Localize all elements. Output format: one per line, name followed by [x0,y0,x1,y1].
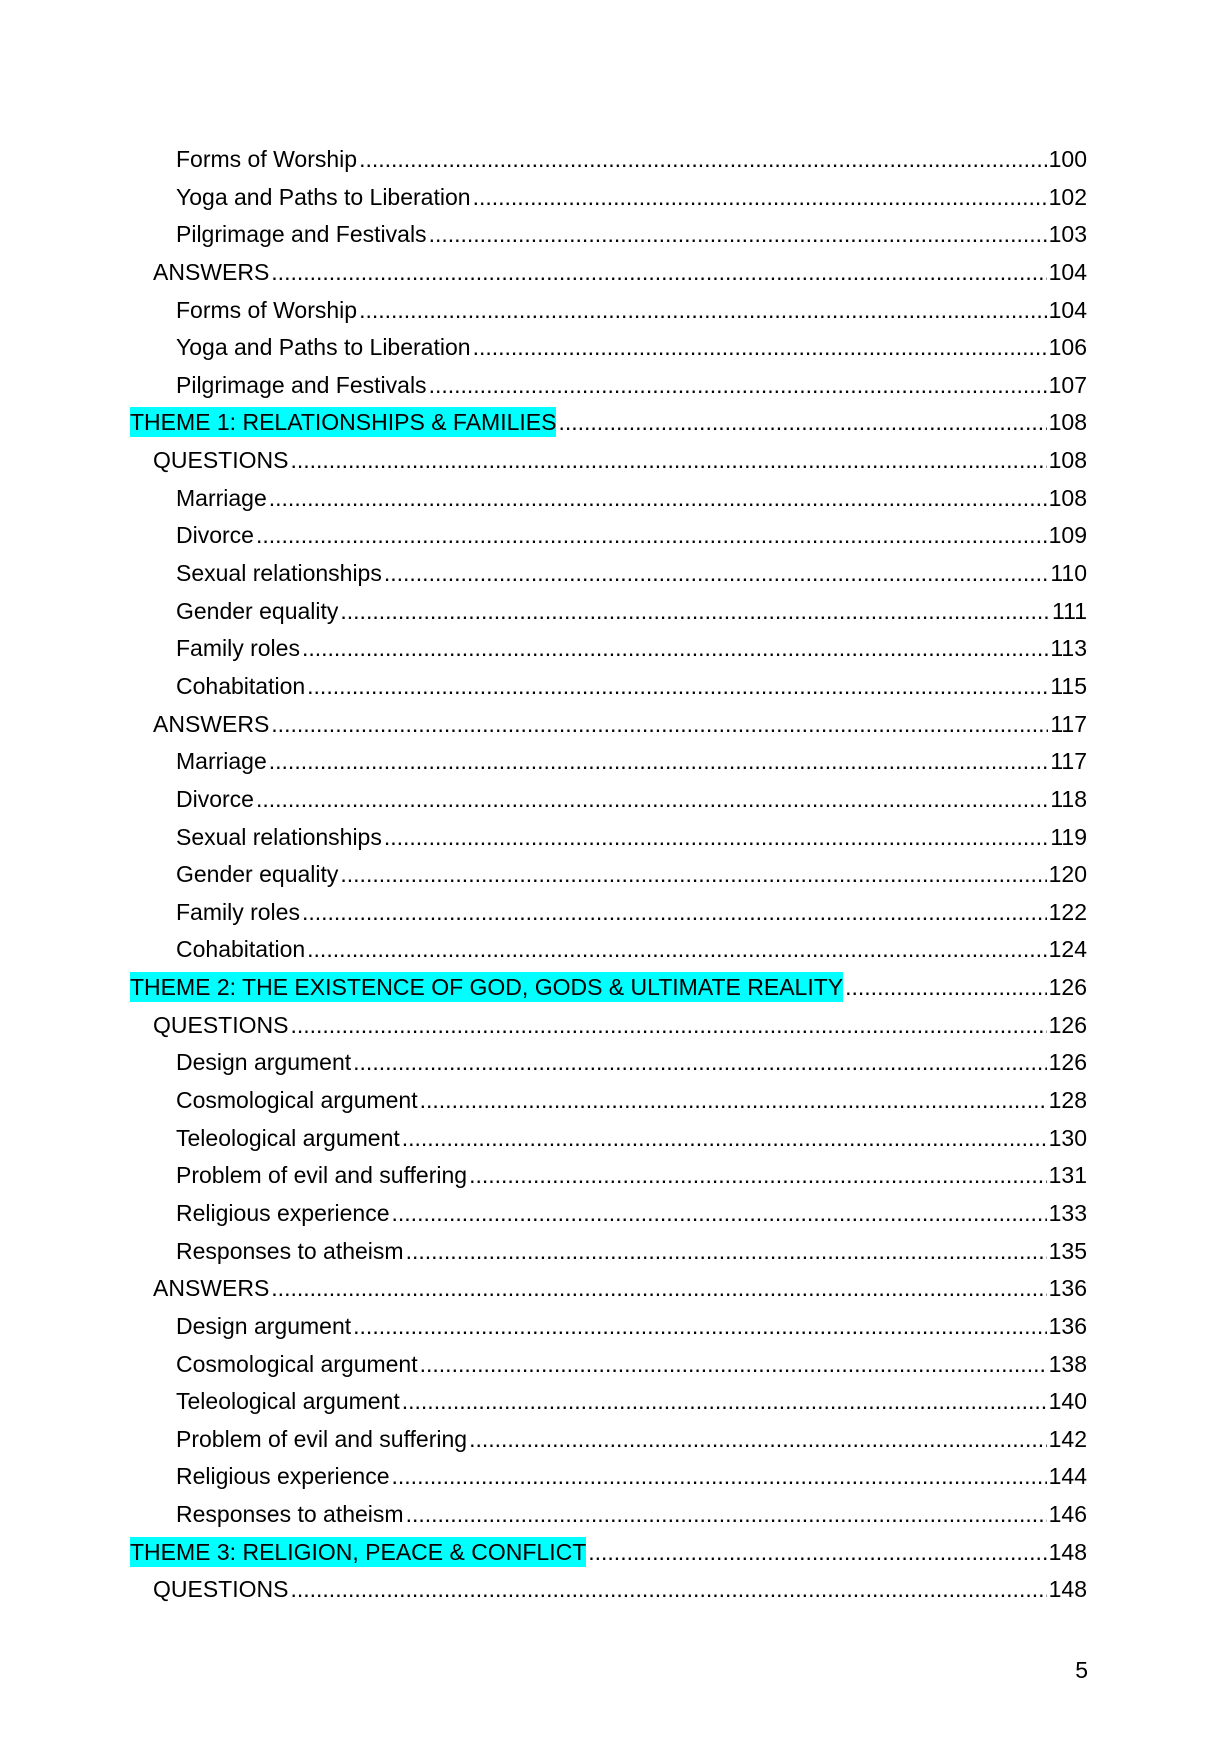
toc-entry-page-number: 142 [1048,1425,1087,1452]
toc-subsection-entry[interactable] [0,1160,1222,1198]
toc-entry-page-number: 117 [1050,748,1087,775]
toc-entry-row [176,1047,1087,1077]
toc-subsection-entry[interactable] [0,1047,1222,1085]
toc-entry-row [176,483,1087,513]
toc-dot-leader [406,1236,1047,1266]
toc-entry-title: Forms of Worship [176,146,358,172]
toc-entry-page-number: 118 [1050,785,1087,812]
toc-entry-row [176,520,1087,550]
toc-entry-row [176,558,1087,588]
toc-entry-title: Sexual relationships [176,823,382,850]
toc-entry-row [176,1386,1087,1416]
toc-entry-row [176,219,1087,249]
toc-subsection-entry[interactable] [0,1085,1222,1123]
toc-dot-leader [384,558,1048,588]
toc-entry-title: Marriage [176,484,267,511]
toc-subsection-entry[interactable] [0,934,1222,972]
toc-entry-row [153,709,1087,739]
toc-entry-page-number: 113 [1050,635,1087,662]
toc-entry-row [176,822,1087,852]
toc-entry-title: Design argument [176,1049,352,1076]
toc-dot-leader [429,370,1047,400]
toc-dot-leader [392,1198,1047,1228]
toc-entry-title: Cosmological argument [176,1350,418,1377]
toc-entry-page-number: 108 [1048,484,1087,511]
page-number: 5 [1075,1657,1088,1683]
toc-section-entry[interactable] [0,709,1222,747]
toc-entry-page-number: 146 [1048,1501,1087,1528]
toc-subsection-entry[interactable] [0,784,1222,822]
toc-entry-title: Forms of Worship [176,296,358,323]
toc-entry-row [176,1499,1087,1529]
toc-entry-title: ANSWERS [153,258,270,285]
toc-dot-leader [359,295,1047,325]
toc-entry-title: Family roles [176,898,300,925]
toc-theme-entry[interactable] [0,972,1222,1010]
toc-entry-row [176,182,1087,212]
toc-subsection-entry[interactable] [0,671,1222,709]
toc-subsection-entry[interactable] [0,219,1222,257]
toc-dot-leader [402,1123,1047,1153]
toc-entry-title: Teleological argument [176,1124,400,1151]
toc-entry-title: Pilgrimage and Festivals [176,221,427,248]
toc-dot-leader [406,1499,1047,1529]
toc-entry-page-number: 106 [1048,334,1087,361]
toc-entry-page-number: 135 [1048,1237,1087,1264]
toc-entry-title: THEME 1: RELATIONSHIPS & FAMILIES [130,409,557,436]
toc-entry-page-number: 131 [1048,1162,1087,1189]
toc-dot-leader [469,1424,1047,1454]
toc-entry-row [176,370,1087,400]
toc-subsection-entry[interactable] [0,1349,1222,1387]
toc-entry-row [176,596,1087,626]
toc-entry-title: Pilgrimage and Festivals [176,371,427,398]
toc-entry-page-number: 124 [1048,936,1087,963]
toc-entry-page-number: 144 [1048,1463,1087,1490]
toc-dot-leader [307,934,1046,964]
toc-entry-title: Problem of evil and suffering [176,1425,468,1452]
toc-entry-title: Religious experience [176,1199,390,1226]
toc-dot-leader [429,219,1047,249]
toc-entry-page-number: 104 [1048,258,1087,285]
toc-subsection-entry[interactable] [0,1386,1222,1424]
toc-entry-row [176,295,1087,325]
toc-dot-leader [420,1349,1047,1379]
toc-entry-title: Marriage [176,748,267,775]
toc-entry-page-number: 128 [1048,1087,1087,1114]
toc-entry-row [176,1123,1087,1153]
toc-dot-leader [473,182,1047,212]
toc-dot-leader [271,1273,1046,1303]
toc-entry-title: Yoga and Paths to Liberation [176,183,471,210]
toc-dot-leader [359,144,1047,174]
toc-entry-row [176,1160,1087,1190]
toc-subsection-entry[interactable] [0,1123,1222,1161]
toc-subsection-entry[interactable] [0,897,1222,935]
toc-entry-row [176,784,1087,814]
toc-subsection-entry[interactable] [0,1236,1222,1274]
toc-dot-leader [340,596,1050,626]
toc-section-entry[interactable] [0,1574,1222,1612]
toc-dot-leader [290,445,1046,475]
toc-entry-page-number: 126 [1048,1011,1087,1038]
toc-entry-title: Cosmological argument [176,1087,418,1114]
toc-entry-title: Family roles [176,635,300,662]
toc-dot-leader [302,897,1047,927]
toc-dot-leader [353,1311,1046,1341]
toc-dot-leader [558,407,1046,437]
toc-entry-title: Yoga and Paths to Liberation [176,334,471,361]
toc-entry-title: Divorce [176,522,254,549]
toc-dot-leader [256,784,1048,814]
toc-dot-leader [392,1461,1047,1491]
toc-entry-title: ANSWERS [153,710,270,737]
toc-entry-page-number: 115 [1050,672,1087,699]
toc-entry-page-number: 103 [1048,221,1087,248]
toc-entry-page-number: 119 [1050,823,1087,850]
toc-entry-row [176,1424,1087,1454]
toc-entry-row [176,1198,1087,1228]
toc-entry-row [153,257,1087,287]
toc-subsection-entry[interactable] [0,1424,1222,1462]
toc-entry-title: QUESTIONS [153,447,289,474]
toc-dot-leader [271,257,1046,287]
toc-subsection-entry[interactable] [0,1311,1222,1349]
toc-entry-row [153,1273,1087,1303]
toc-dot-leader [290,1574,1046,1604]
toc-entry-page-number: 136 [1048,1312,1087,1339]
toc-theme-entry[interactable] [0,407,1222,445]
toc-entry-title: QUESTIONS [153,1011,289,1038]
toc-dot-leader [256,520,1047,550]
toc-entry-page-number: 120 [1048,861,1087,888]
toc-subsection-entry[interactable] [0,483,1222,521]
toc-dot-leader [402,1386,1047,1416]
toc-entry-row [176,1461,1087,1491]
toc-entry-page-number: 122 [1048,898,1087,925]
toc-entry-title: Religious experience [176,1463,390,1490]
toc-entry-page-number: 136 [1048,1275,1087,1302]
toc-entry-title: Sexual relationships [176,560,382,587]
toc-entry-title: THEME 3: RELIGION, PEACE & CONFLICT [130,1538,587,1565]
toc-entry-row [176,671,1087,701]
toc-entry-page-number: 133 [1048,1199,1087,1226]
toc-subsection-entry[interactable] [0,520,1222,558]
toc-entry-page-number: 108 [1048,447,1087,474]
toc-dot-leader [473,332,1047,362]
toc-entry-title: Design argument [176,1312,352,1339]
toc-dot-leader [384,822,1048,852]
toc-entry-page-number: 104 [1048,296,1087,323]
toc-entry-page-number: 110 [1050,560,1087,587]
toc-subsection-entry[interactable] [0,370,1222,408]
toc-section-entry[interactable] [0,445,1222,483]
toc-subsection-entry[interactable] [0,859,1222,897]
toc-entry-row [176,897,1087,927]
toc-entry-title: ANSWERS [153,1275,270,1302]
toc-dot-leader [290,1010,1046,1040]
toc-dot-leader [353,1047,1046,1077]
toc-entry-page-number: 102 [1048,183,1087,210]
toc-entry-row [153,1574,1087,1604]
toc-entry-row [176,1349,1087,1379]
toc-entry-row [153,1010,1087,1040]
toc-entry-title: Responses to atheism [176,1501,404,1528]
toc-entry-page-number: 111 [1052,597,1087,624]
toc-subsection-entry[interactable] [0,182,1222,220]
toc-entry-row [176,934,1087,964]
toc-entry-page-number: 126 [1048,1049,1087,1076]
toc-entry-page-number: 117 [1050,710,1087,737]
toc-subsection-entry[interactable] [0,596,1222,634]
toc-dot-leader [269,746,1049,776]
toc-entry-title: QUESTIONS [153,1576,289,1603]
toc-entry-title: Problem of evil and suffering [176,1162,468,1189]
toc-entry-row [130,407,1087,437]
toc-dot-leader [845,972,1047,1002]
toc-section-entry[interactable] [0,1010,1222,1048]
toc-dot-leader [271,709,1048,739]
toc-entry-title: Teleological argument [176,1388,400,1415]
toc-dot-leader [302,633,1048,663]
toc-entry-title: Gender equality [176,861,339,888]
toc-entry-row [176,859,1087,889]
toc-subsection-entry[interactable] [0,1461,1222,1499]
toc-entry-title: Cohabitation [176,672,306,699]
toc-subsection-entry[interactable] [0,558,1222,596]
toc-subsection-entry[interactable] [0,332,1222,370]
toc-entry-row [176,1236,1087,1266]
toc-dot-leader [340,859,1046,889]
toc-entry-row [176,332,1087,362]
toc-entry-title: Cohabitation [176,936,306,963]
toc-dot-leader [269,483,1047,513]
toc-dot-leader [420,1085,1047,1115]
toc-entry-page-number: 109 [1048,522,1087,549]
toc-dot-leader [469,1160,1047,1190]
toc-subsection-entry[interactable] [0,1198,1222,1236]
toc-subsection-entry[interactable] [0,295,1222,333]
toc-subsection-entry[interactable] [0,633,1222,671]
toc-entry-row [153,445,1087,475]
toc-entry-page-number: 126 [1048,974,1087,1001]
toc-entry-page-number: 140 [1048,1388,1087,1415]
toc-entry-page-number: 148 [1048,1576,1087,1603]
toc-entry-title: Responses to atheism [176,1237,404,1264]
toc-subsection-entry[interactable] [0,746,1222,784]
toc-section-entry[interactable] [0,257,1222,295]
toc-entry-page-number: 130 [1048,1124,1087,1151]
toc-entry-title: THEME 2: THE EXISTENCE OF GOD, GODS & ULTIMATE REALITY [130,974,844,1001]
toc-entry-row [176,144,1087,174]
toc-subsection-entry[interactable] [0,1499,1222,1537]
table-of-contents [0,144,1222,1612]
toc-entry-page-number: 108 [1048,409,1087,436]
toc-entry-row [130,1537,1087,1567]
toc-entry-title: Divorce [176,785,254,812]
toc-entry-page-number: 148 [1048,1538,1087,1565]
toc-section-entry[interactable] [0,1273,1222,1311]
toc-dot-leader [588,1537,1046,1567]
toc-entry-row [176,1085,1087,1115]
toc-entry-page-number: 107 [1048,371,1087,398]
toc-subsection-entry[interactable] [0,144,1222,182]
toc-dot-leader [307,671,1048,701]
toc-theme-entry[interactable] [0,1537,1222,1575]
toc-entry-row [176,746,1087,776]
toc-entry-title: Gender equality [176,597,339,624]
toc-entry-row [176,1311,1087,1341]
toc-entry-row [176,633,1087,663]
toc-subsection-entry[interactable] [0,822,1222,860]
toc-entry-page-number: 138 [1048,1350,1087,1377]
toc-entry-row [130,972,1087,1002]
toc-entry-page-number: 100 [1048,146,1087,172]
